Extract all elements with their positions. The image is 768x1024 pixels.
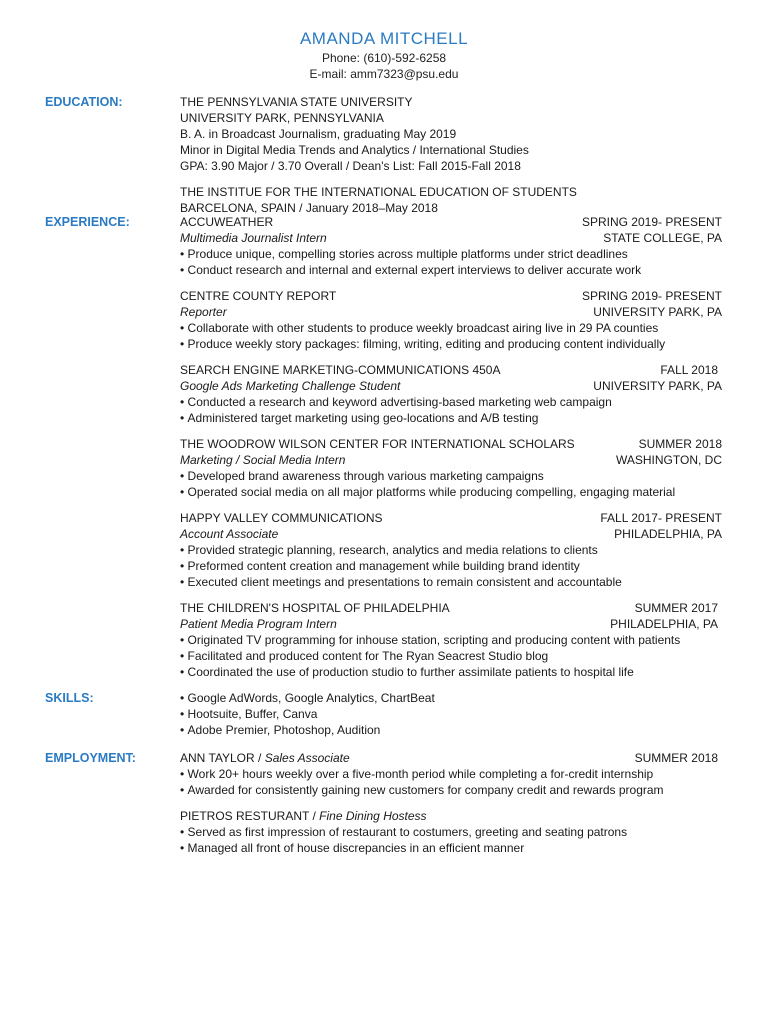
- skill-item: • Adobe Premier, Photoshop, Audition: [180, 722, 722, 738]
- role-separator: /: [309, 809, 320, 823]
- job-role: Reporter: [180, 305, 227, 319]
- school-name: THE PENNSYLVANIA STATE UNIVERSITY: [180, 95, 413, 109]
- job-date: SPRING 2019- PRESENT: [581, 215, 722, 229]
- skill-item: • Hootsuite, Buffer, Canva: [180, 706, 722, 722]
- job-role: Account Associate: [180, 527, 279, 541]
- job-date: SPRING 2019- PRESENT: [581, 289, 722, 303]
- job-place: UNIVERSITY PARK, PA: [593, 379, 722, 393]
- job-place: WASHINGTON, DC: [615, 453, 722, 467]
- candidate-name: AMANDA MITCHELL: [299, 29, 469, 48]
- education-label: EDUCATION:: [45, 95, 123, 109]
- job-entry: [180, 288, 722, 352]
- employment-bullet: • Awarded for consistently gaining new customers for company credit and rewards program: [180, 782, 722, 798]
- employment-role: Sales Associate: [264, 751, 350, 765]
- job-org: ACCUWEATHER: [180, 215, 274, 229]
- gpa-line: GPA: 3.90 Major / 3.70 Overall / Dean's List: Fall 2015-Fall 2018: [180, 159, 521, 173]
- job-org: CENTRE COUNTY REPORT: [180, 289, 337, 303]
- job-bullet: • Provided strategic planning, research, analytics and media relations to clients: [180, 542, 722, 558]
- job-bullet: • Preformed content creation and management while building brand identity: [180, 558, 722, 574]
- job-org: SEARCH ENGINE MARKETING-COMMUNICATIONS 450A: [180, 363, 501, 377]
- education-entry: [180, 94, 722, 174]
- job-bullet: • Facilitated and produced content for The Ryan Seacrest Studio blog: [180, 648, 722, 664]
- job-role: Google Ads Marketing Challenge Student: [180, 379, 401, 393]
- job-bullet: • Operated social media on all major platforms while producing compelling, engaging material: [180, 484, 722, 500]
- job-bullet: • Produce unique, compelling stories across multiple platforms under strict deadlines: [180, 246, 722, 262]
- job-entry: [180, 362, 722, 426]
- job-place: PHILADELPHIA, PA: [610, 617, 718, 631]
- school-location: BARCELONA, SPAIN / January 2018–May 2018: [180, 201, 438, 215]
- school-name: THE INSTITUE FOR THE INTERNATIONAL EDUCATION OF STUDENTS: [180, 185, 577, 199]
- skills-label: SKILLS:: [45, 691, 94, 705]
- job-bullet: • Conducted a research and keyword advertising-based marketing web campaign: [180, 394, 722, 410]
- employer-name: ANN TAYLOR: [180, 751, 255, 765]
- job-org: HAPPY VALLEY COMMUNICATIONS: [180, 511, 383, 525]
- employment-entry: [180, 750, 722, 798]
- degree-line: B. A. in Broadcast Journalism, graduating May 2019: [180, 127, 457, 141]
- job-place: STATE COLLEGE, PA: [603, 231, 722, 245]
- job-bullet: • Conduct research and internal and external expert interviews to deliver accurate work: [180, 262, 722, 278]
- employer-name: PIETROS RESTURANT: [180, 809, 310, 823]
- experience-label: EXPERIENCE:: [45, 215, 130, 229]
- job-bullet: • Collaborate with other students to produce weekly broadcast airing live in 29 PA counties: [180, 320, 722, 336]
- role-separator: /: [254, 751, 265, 765]
- job-date: FALL 2018: [660, 363, 718, 377]
- job-role: Marketing / Social Media Intern: [180, 453, 346, 467]
- job-bullet: • Developed brand awareness through various marketing campaigns: [180, 468, 722, 484]
- job-date: SUMMER 2018: [638, 437, 722, 451]
- job-entry: [180, 436, 722, 500]
- resume-header: [0, 28, 768, 82]
- employment-label: EMPLOYMENT:: [45, 751, 136, 765]
- education-entry: [180, 184, 722, 216]
- employment-bullet: • Served as first impression of restaurant to costumers, greeting and seating patrons: [180, 824, 722, 840]
- email-address: E-mail: amm7323@psu.edu: [309, 67, 459, 81]
- skill-item: • Google AdWords, Google Analytics, ChartBeat: [180, 690, 722, 706]
- job-role: Multimedia Journalist Intern: [180, 231, 327, 245]
- employment-bullet: • Managed all front of house discrepancies in an efficient manner: [180, 840, 722, 856]
- job-entry: [180, 600, 722, 680]
- job-place: PHILADELPHIA, PA: [614, 527, 722, 541]
- job-org: THE CHILDREN'S HOSPITAL OF PHILADELPHIA: [180, 601, 450, 615]
- job-role: Patient Media Program Intern: [180, 617, 337, 631]
- job-bullet: • Administered target marketing using geo-locations and A/B testing: [180, 410, 722, 426]
- job-bullet: • Produce weekly story packages: filming, writing, editing and producing content individually: [180, 336, 722, 352]
- phone-number: Phone: (610)-592-6258: [321, 51, 447, 65]
- school-location: UNIVERSITY PARK, PENNSYLVANIA: [180, 111, 384, 125]
- job-place: UNIVERSITY PARK, PA: [593, 305, 722, 319]
- job-org: THE WOODROW WILSON CENTER FOR INTERNATIONAL SCHOLARS: [180, 437, 575, 451]
- job-bullet: • Coordinated the use of production studio to further assimilate patients to hospital life: [180, 664, 722, 680]
- employment-role: Fine Dining Hostess: [319, 809, 427, 823]
- job-entry: [180, 214, 722, 278]
- job-bullet: • Executed client meetings and presentations to remain consistent and accountable: [180, 574, 722, 590]
- job-entry: [180, 510, 722, 590]
- minor-line: Minor in Digital Media Trends and Analytics / International Studies: [180, 143, 529, 157]
- job-date: SUMMER 2017: [634, 601, 718, 615]
- employment-bullet: • Work 20+ hours weekly over a five-month period while completing a for-credit internship: [180, 766, 722, 782]
- employment-entry: [180, 808, 722, 856]
- employment-date: SUMMER 2018: [634, 751, 718, 765]
- job-bullet: • Originated TV programming for inhouse station, scripting and producing content with patients: [180, 632, 722, 648]
- job-date: FALL 2017- PRESENT: [600, 511, 722, 525]
